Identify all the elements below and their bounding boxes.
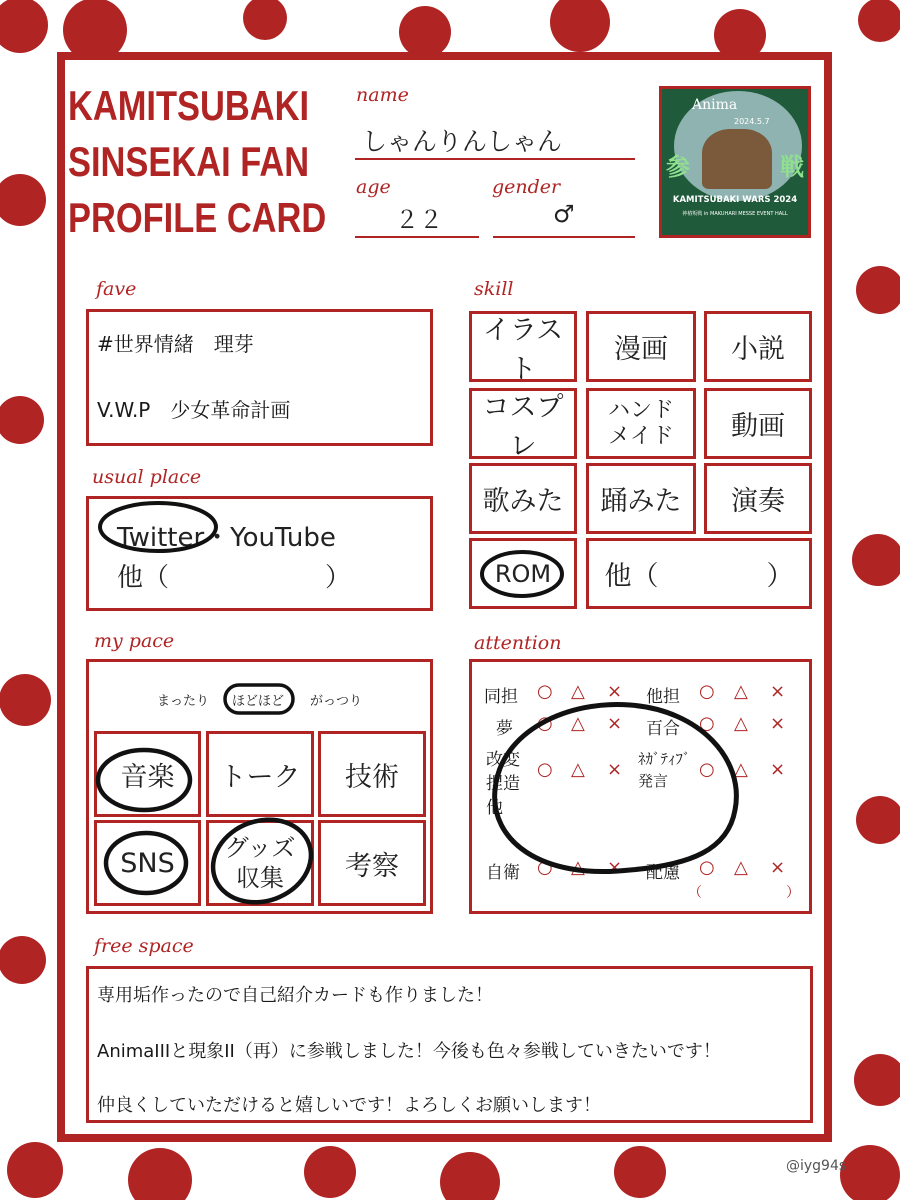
rom-circle-mark bbox=[478, 546, 570, 602]
mark-cross: × bbox=[607, 713, 623, 734]
mark-triangle: △ bbox=[734, 713, 748, 734]
mark-circle: ○ bbox=[537, 713, 553, 734]
mark-triangle: △ bbox=[571, 857, 585, 878]
badge-title: Anima bbox=[692, 97, 738, 113]
badge-event: KAMITSUBAKI WARS 2024 bbox=[672, 195, 798, 205]
usual-place-label: usual place bbox=[92, 466, 202, 488]
free-space-line-2: AnimaIIIと現象II（再）に参戦しました！今後も色々参戦していきたいです！ bbox=[97, 1041, 721, 1062]
pace-scale-high: がっつり bbox=[310, 694, 363, 709]
skill-cell: 動画 bbox=[704, 388, 812, 459]
skill-cell: ROM bbox=[469, 538, 577, 609]
skill-cell: 踊みた bbox=[586, 463, 696, 534]
free-space-line-1: 専用垢作ったので自己紹介カードも作りました！ bbox=[97, 985, 493, 1006]
attention-left-row-2: 夢 bbox=[496, 719, 513, 739]
pace-cell: トーク bbox=[206, 731, 314, 817]
event-badge-image bbox=[659, 86, 811, 238]
skill-cell: 演奏 bbox=[704, 463, 812, 534]
skill-label: skill bbox=[474, 278, 514, 300]
skill-cell: ハンド メイド bbox=[586, 388, 696, 459]
attention-right-row-3: ﾈｶﾞﾃｨﾌﾞ 発言 bbox=[638, 750, 691, 790]
badge-kanji-right: 戦 bbox=[780, 153, 804, 181]
mark-cross: × bbox=[770, 759, 786, 780]
attention-hand-circle bbox=[480, 680, 760, 890]
pace-scale-mid: ほどほど bbox=[232, 694, 285, 709]
mark-circle: ○ bbox=[537, 681, 553, 702]
name-underline bbox=[355, 158, 635, 160]
gender-underline bbox=[493, 236, 635, 238]
pace-circle-mark bbox=[222, 682, 296, 716]
pace-cell: 技術 bbox=[318, 731, 426, 817]
badge-venue: 神椿叛戦 in MAKUHARI MESSE EVENT HALL bbox=[682, 211, 788, 217]
pace-scale-low: まったり bbox=[157, 694, 210, 709]
mark-circle: ○ bbox=[537, 857, 553, 878]
mark-triangle: △ bbox=[571, 713, 585, 734]
usual-place-line-2: 他（ ） bbox=[117, 563, 352, 593]
mark-circle: ○ bbox=[537, 759, 553, 780]
mark-triangle: △ bbox=[734, 681, 748, 702]
mark-cross: × bbox=[770, 713, 786, 734]
skill-cell: 歌みた bbox=[469, 463, 577, 534]
mark-cross: × bbox=[770, 681, 786, 702]
title-line-1: KAMITSUBAKI bbox=[68, 82, 310, 129]
mark-triangle: △ bbox=[571, 759, 585, 780]
credit-handle: @iyg94s bbox=[786, 1158, 847, 1174]
mark-triangle: △ bbox=[734, 759, 748, 780]
fave-label: fave bbox=[96, 278, 137, 300]
mark-circle: ○ bbox=[699, 857, 715, 878]
age-value: ２２ bbox=[395, 206, 443, 234]
attention-paren: （ ） bbox=[688, 885, 800, 901]
pace-cell: 考察 bbox=[318, 820, 426, 906]
youtube-label: ・YouTube bbox=[204, 523, 336, 553]
attention-left-row-3: 改変 捏造 他 bbox=[486, 750, 520, 818]
fave-line-1: #世界情緒 理芽 bbox=[97, 332, 254, 356]
pace-hand-circles bbox=[90, 735, 430, 910]
title-line-2: SINSEKAI FAN bbox=[68, 138, 310, 185]
age-label: age bbox=[356, 176, 391, 198]
fave-box bbox=[86, 309, 433, 446]
twitter-circle-mark bbox=[96, 498, 236, 556]
gender-label: gender bbox=[492, 176, 561, 198]
mark-cross: × bbox=[770, 857, 786, 878]
attention-right-row-2: 百合 bbox=[646, 719, 680, 739]
attention-left-row-4: 自衛 bbox=[486, 863, 520, 883]
mark-triangle: △ bbox=[571, 681, 585, 702]
name-label: name bbox=[356, 84, 409, 106]
free-space-label: free space bbox=[94, 935, 194, 957]
mark-circle: ○ bbox=[699, 681, 715, 702]
attention-right-row-1: 他担 bbox=[646, 687, 680, 707]
attention-right-row-4: 配慮 bbox=[646, 863, 680, 883]
mark-cross: × bbox=[607, 681, 623, 702]
title-line-3: PROFILE CARD bbox=[68, 194, 327, 241]
card-title bbox=[68, 78, 326, 246]
gender-value: ♂ bbox=[553, 200, 575, 228]
twitter-circled-label: Twitter bbox=[117, 523, 205, 553]
skill-cell: 小説 bbox=[704, 311, 812, 382]
badge-date: 2024.5.7 bbox=[734, 117, 770, 126]
name-value: しゃんりんしゃん bbox=[362, 127, 563, 156]
mark-circle: ○ bbox=[699, 759, 715, 780]
age-underline bbox=[355, 236, 479, 238]
pace-cell: SNS bbox=[94, 820, 201, 906]
fave-line-2: V.W.P 少女革命計画 bbox=[97, 398, 291, 422]
mark-cross: × bbox=[607, 759, 623, 780]
attention-left-row-1: 同担 bbox=[484, 687, 518, 707]
badge-kanji-left: 参 bbox=[666, 153, 690, 181]
mark-triangle: △ bbox=[734, 857, 748, 878]
skill-cell: イラスト bbox=[469, 311, 577, 382]
mark-circle: ○ bbox=[699, 713, 715, 734]
skill-cell: 漫画 bbox=[586, 311, 696, 382]
free-space-box bbox=[86, 966, 813, 1123]
skill-cell: 他（ ） bbox=[586, 538, 812, 609]
skill-cell: コスプレ bbox=[469, 388, 577, 459]
pace-cell: 音楽 bbox=[94, 731, 201, 817]
attention-label: attention bbox=[474, 632, 562, 654]
mark-cross: × bbox=[607, 857, 623, 878]
pace-cell: グッズ 収集 bbox=[206, 820, 314, 906]
free-space-line-3: 仲良くしていただけると嬉しいです！よろしくお願いします！ bbox=[97, 1095, 601, 1116]
my-pace-label: my pace bbox=[94, 630, 175, 652]
